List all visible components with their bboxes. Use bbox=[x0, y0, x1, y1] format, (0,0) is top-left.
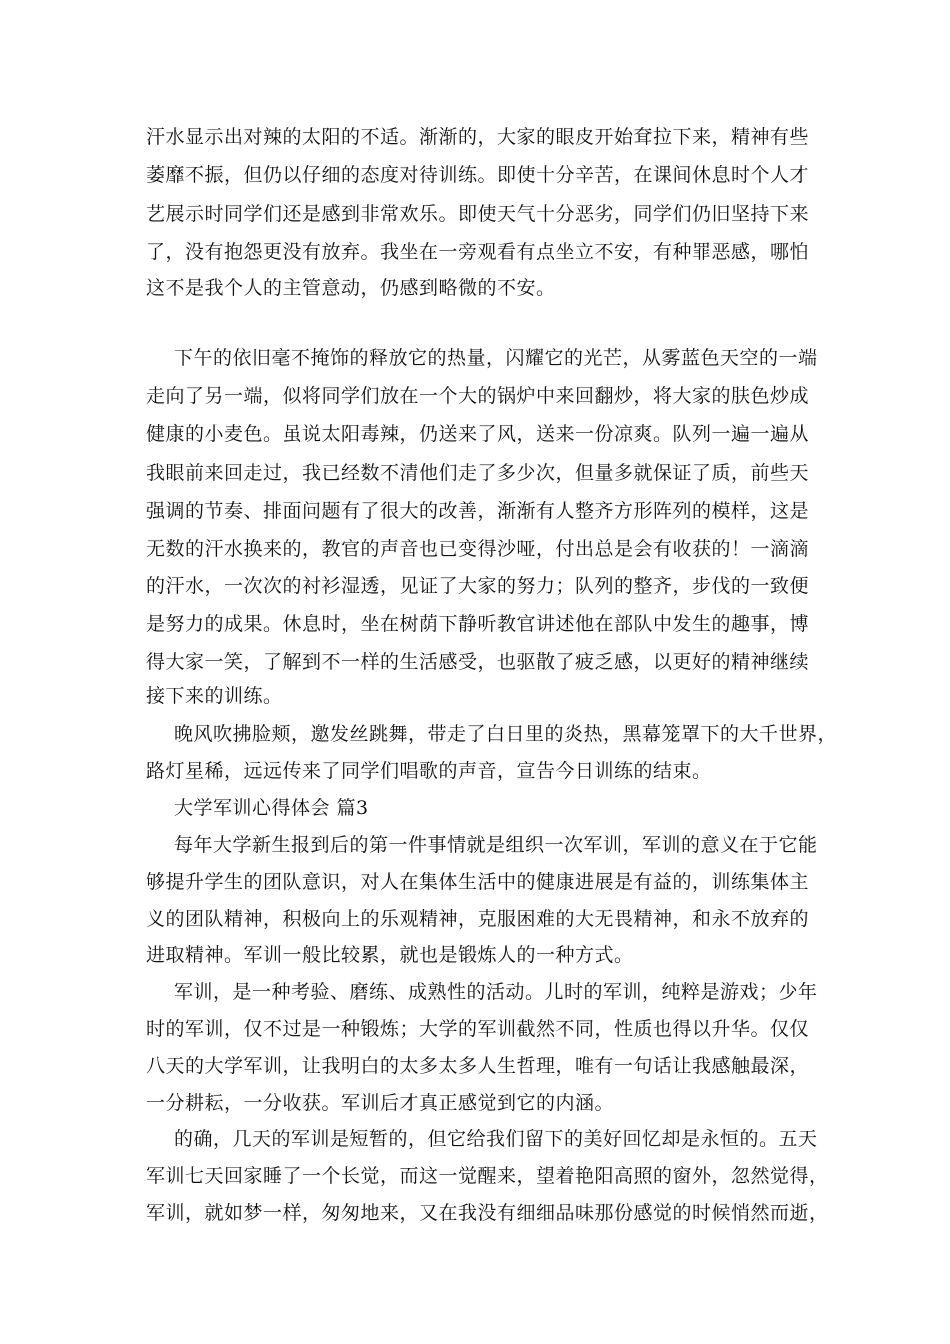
paragraph-line: 八天的大学军训，让我明白的太多太多人生哲理，唯有一句话让我感触最深， bbox=[146, 1055, 810, 1077]
paragraph-line: 每年大学新生报到后的第一件事情就是组织一次军训，军训的意义在于它能 bbox=[174, 834, 818, 856]
paragraph-line: 艺展示时同学们还是感到非常欢乐。即使天气十分恶劣，同学们仍旧坚持下来 bbox=[146, 203, 810, 225]
paragraph-line: 晚风吹拂脸颊，邀发丝跳舞，带走了白日里的炎热，黑幕笼罩下的大千世界， bbox=[174, 723, 838, 745]
section-heading: 大学军训心得体会 篇3 bbox=[174, 797, 369, 819]
paragraph-line: 够提升学生的团队意识，对人在集体生活中的健康进展是有益的，训练集体主 bbox=[146, 871, 810, 893]
paragraph-line: 走向了另一端，似将同学们放在一个大的锅炉中来回翻炒，将大家的肤色炒成 bbox=[146, 385, 810, 407]
paragraph-line: 强调的节奏、排面问题有了很大的改善，渐渐有人整齐方形阵列的模样，这是 bbox=[146, 500, 810, 522]
paragraph-line: 路灯星稀，远远传来了同学们唱歌的声音，宣告今日训练的结束。 bbox=[146, 760, 712, 782]
paragraph-line: 无数的汗水换来的，教官的声音也已变得沙哑，付出总是会有收获的！一滴滴 bbox=[146, 538, 810, 560]
paragraph-line: 下午的依旧毫不掩饰的释放它的热量，闪耀它的光芒，从雾蓝色天空的一端 bbox=[174, 347, 818, 369]
paragraph-line: 军训，是一种考验、磨练、成熟性的活动。儿时的军训，纯粹是游戏；少年 bbox=[174, 981, 818, 1003]
paragraph-line: 萎靡不振，但仍以仔细的态度对待训练。即使十分辛苦，在课间休息时个人才 bbox=[146, 164, 810, 186]
paragraph-line: 军训七天回家睡了一个长觉，而这一觉醒来，望着艳阳高照的窗外，忽然觉得， bbox=[146, 1165, 829, 1187]
paragraph-line: 是努力的成果。休息时，坐在树荫下静听教官讲述他在部队中发生的趣事，博 bbox=[146, 613, 810, 635]
paragraph-line: 健康的小麦色。虽说太阳毒辣，仍送来了风，送来一份凉爽。队列一遍一遍从 bbox=[146, 423, 810, 445]
paragraph-line: 的汗水，一次次的衬衫湿透，见证了大家的努力；队列的整齐，步伐的一致便 bbox=[146, 575, 810, 597]
paragraph-line: 义的团队精神，积极向上的乐观精神，克服困难的大无畏精神，和永不放弃的 bbox=[146, 908, 810, 930]
paragraph-line: 军训，就如梦一样，匆匆地来，又在我没有细细品味那份感觉的时候悄然而逝， bbox=[146, 1202, 829, 1224]
paragraph-line: 汗水显示出对辣的太阳的不适。渐渐的，大家的眼皮开始耷拉下来，精神有些 bbox=[146, 126, 810, 148]
paragraph-line: 我眼前来回走过，我已经数不清他们走了多少次，但量多就保证了质，前些天 bbox=[146, 462, 810, 484]
paragraph-line: 这不是我个人的主管意动，仍感到略微的不安。 bbox=[146, 277, 556, 299]
paragraph-line: 的确，几天的军训是短暂的，但它给我们留下的美好回忆却是永恒的。五天 bbox=[174, 1128, 818, 1150]
paragraph-line: 接下来的训练。 bbox=[146, 685, 283, 707]
paragraph-line: 时的军训，仅不过是一种锻炼；大学的军训截然不同，性质也得以升华。仅仅 bbox=[146, 1018, 810, 1040]
paragraph-line: 了，没有抱怨更没有放弃。我坐在一旁观看有点坐立不安，有种罪恶感，哪怕 bbox=[146, 241, 810, 263]
paragraph-line: 一分耕耘，一分收获。军训后才真正感觉到它的内涵。 bbox=[146, 1092, 615, 1114]
paragraph-line: 得大家一笑，了解到不一样的生活感受，也驱散了疲乏感，以更好的精神继续 bbox=[146, 651, 810, 673]
paragraph-line: 进取精神。军训一般比较累，就也是锻炼人的一种方式。 bbox=[146, 944, 634, 966]
